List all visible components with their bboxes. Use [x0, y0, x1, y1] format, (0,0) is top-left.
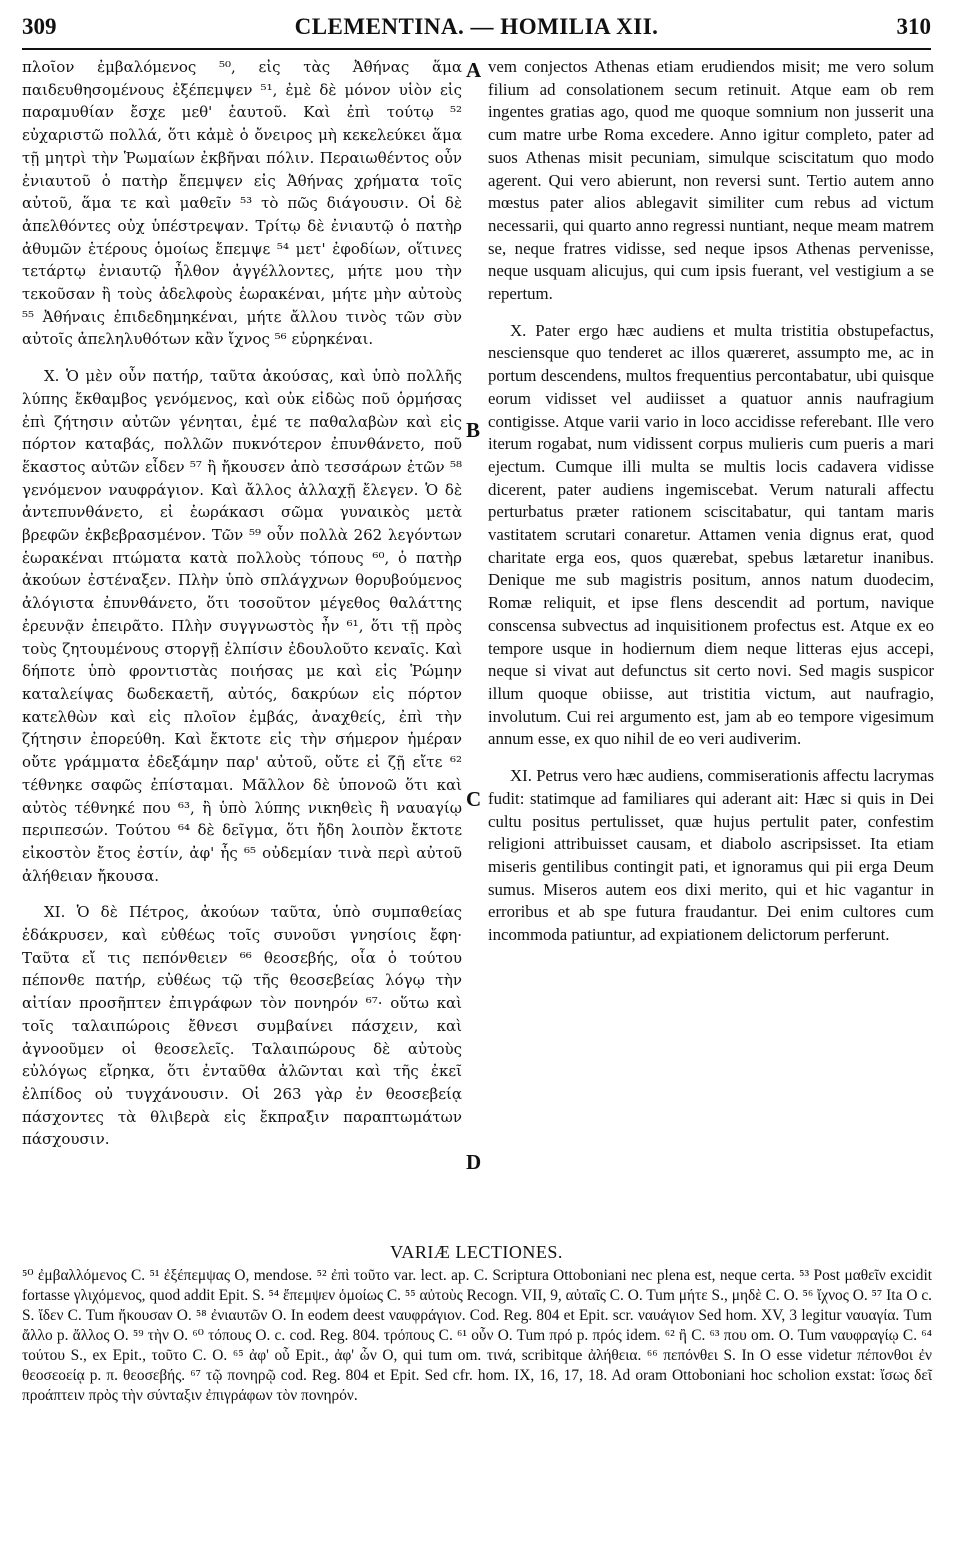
- latin-column: [488, 56, 934, 947]
- page-number-right: 310: [896, 14, 931, 39]
- variae-lectiones-heading: VARIÆ LECTIONES.: [390, 1242, 563, 1262]
- greek-paragraph-ix: πλοῖον ἐμβαλόμενος ⁵⁰, εἰς τὰς Ἀθήνας ἅμα παιδευθησομένους ἐξέπεμψεν ⁵¹, ἐμὲ δὲ μόνον υἱὸν εἰς παραμυθίαν ἔσχε μεθ' ἑαυτοῦ. Καὶ ἐπὶ τούτῳ ⁵² εὐχαριστῶ πολλά, ὅτι κἀμὲ ὁ ὄνειρος μὴ κεκελεύκει ἅμα τῇ μητρὶ τὴν Ῥωμαίων ἐκβῆναι πόλιν. Περαιωθέντος οὖν ἐνιαυτοῦ ὁ πατὴρ ἔπεμψεν εἰς Ἀθήνας χρήματα τοῖς αὐτοῦ, ἅμα τε καὶ μαθεῖν ⁵³ τὸ πῶς διάγουσιν. Οἱ δὲ ἀπελθόντες οὐχ ὑπέστρεψαν. Τρίτῳ δὲ ἐνιαυτῷ ὁ πατὴρ ἀθυμῶν ἑτέρους ὁμοίως ἔπεμψε ⁵⁴ μετ' ἐφοδίων, οἵτινες τετάρτῳ ἐνιαυτῷ ἦλθον ἀγγέλλοντες, μήτε μου τὴν τεκοῦσαν ἢ τοὺς ἀδελφοὺς ἑωρακέναι, μήτε μὴν αὐτοὺς ⁵⁵ Ἀθήναις ἐπιδεδημηκέναι, μήτε ἄλλου τινὸς τῶν σὺν αὐτοῖς ἀπεληλυθότων κἂν ἴχνος ⁵⁶ εὑρηκέναι.: [22, 58, 462, 349]
- greek-column: [22, 56, 462, 1151]
- page-number-left: 309: [22, 14, 57, 39]
- running-title: CLEMENTINA. — HOMILIA XII.: [294, 14, 659, 39]
- header-rule: [22, 48, 931, 50]
- variae-lectiones-text: ⁵⁰ ἐμβαλλόμενος C. ⁵¹ ἐξέπεμψας O, mendose. ⁵² ἐπὶ τοῦτο var. lect. ap. C. Scriptura Ottoboniani nec plena est, neque certa. ⁵³ Post μαθεῖν excidit fortasse γλιχόμενος, quod addit Epit. S. ⁵⁴ ἔπεμψεν ὁμοίως C. ⁵⁵ αὐτοὺς Recogn. VII, 9, αὐταῖς C. O. Tum μήτε S., μηδὲ C. O. ⁵⁶ ἴχνος O. ⁵⁷ Ita O c. S. ἴδεν C. Tum ἤκουσαν O. ⁵⁸ ἐνιαυτῶν O. In eodem deest ναυφράγιον. Cod. Reg. 804 et Epit. scr. ναυάγιον Sed hom. XV, 3 legitur ναυαγία. Tum ἄλλο p. ἄλλος O. ⁵⁹ τὴν O. ⁶⁰ τόπους O. c. cod. Reg. 804. τρόπους C. ⁶¹ οὖν O. Tum πρό p. πρός idem. ⁶² ἢ C. ⁶³ που om. O. Tum ναυφραγίῳ C. ⁶⁴ τούτου S., ex Epit., τοῦτο C. O. ⁶⁵ ἀφ' οὗ Epit., ἀφ' ὧν O, qui tum om. τινά, scribitque ἀλήθεια. ⁶⁶ πεπόνθει S. In O esse videtur πέπονθοι ἐν θεοσεοείᾳ p. π. θεοσεβής. ⁶⁷ τῷ πονηρῷ cod. Reg. 804 et Epit. Sed cfr. hom. IX, 16, 17, 18. Ad oram Ottoboniani hoc scholion exstat: ἴσως δεῖ προάπτειν πρὸς τὴν σύνταξιν ἐπιγράφων τὸν πονηρόν.: [22, 1267, 932, 1404]
- greek-paragraph-xi: XI. Ὁ δὲ Πέτρος, ἀκούων ταῦτα, ὑπὸ συμπαθείας ἐδάκρυσεν, καὶ εὐθέως τοῖς συνοῦσι γνησίοις ἔφη· Ταῦτα εἴ τις πεπόνθειεν ⁶⁶ θεοσεβής, οἷα ὁ τούτου πέπονθε πατήρ, εὐθέως τῷ τῆς θεοσεβείας λόγῳ τὴν αἰτίαν προσῆπτεν ἐπιγράφων τὸν πονηρόν ⁶⁷· οὕτω καὶ τοῖς ταλαιπώροις ἔθνεσι συμβαίνει πάσχειν, καὶ ἀγνοοῦμεν οἱ θεοσελεῖς. Ταλαιπώρους δὲ αὐτοὺς εὐλόγως εἴρηκα, ὅτι ἐνταῦθα ἀλῶνται καὶ τῆς ἐκεῖ ἐλπίδος οὐ τυγχάνουσιν. Οἱ 263 γὰρ ἐν θεοσεβείᾳ πάσχοντες τὰ θλιβερὰ εἰς ἔκπραξιν παραπτωμάτων πάσχουσιν.: [22, 903, 462, 1149]
- margin-letter-c: C: [466, 787, 482, 811]
- latin-paragraph-xi: XI. Petrus vero hæc audiens, commiserationis affectu lacrymas fudit: statimque ad familiares qui aderant ait: Hæc si quis in Dei cultu positus pertulisset, quæ hujus pertulit pater, confestim religioni attribuisset causam, et diabolo ascripsisset. Ita etiam miseris gentilibus contingit pati, et ignoramus qui pii erga Deum sumus. Miseros autem eos dixi merito, qui et hic vagantur in erroribus et ab spe futura fraudantur. Dei enim cultores cum incommoda patiuntur, ad expiationem delictorum perferunt.: [488, 766, 934, 945]
- latin-paragraph-ix: vem conjectos Athenas etiam erudiendos misit; me vero solum filium ad consolationem secum retinuit. Atque eam ob rem ingentes gratias ago, quod me quoque somnium non jusserit una cum matre urbe Roma excedere. Anno igitur completo, pater ad suos Athenas misit pecuniam, simulque sciscitatum quo modo agerent. Qui vero abierunt, non reversi sunt. Tertio autem anno mœstus pater alios ablegavit similiter cum rebus ad victum necessarii, qui quarto anno regressi nuntiant, neque meam matrem se, neque fratres vidisse, sed neque ipsos Athenas pervenisse, neque usquam alicujus, qui cum ipsis fuerant, vel vestigium a se repertum.: [488, 57, 934, 304]
- variae-lectiones-notes: [22, 1266, 932, 1406]
- greek-paragraph-x: X. Ὁ μὲν οὖν πατήρ, ταῦτα ἀκούσας, καὶ ὑπὸ πολλῆς λύπης ἔκθαμβος γενόμενος, καὶ οὐκ εἰδὼς ποῦ ὁρμήσας ἐπὶ ζήτησιν αὐτῶν γένηται, ἐμέ τε παθαλαβὼν καὶ εἰς πόρτον καταβάς, πολλῶν πυκνότερον ἐπυνθάνετο, ποῦ ἕκαστος αὐτῶν εἶδεν ⁵⁷ ἢ ἤκουσεν ἀπὸ τεσσάρων ἐτῶν ⁵⁸ γενόμενον ναυφράγιον. Καὶ ἄλλος ἀλλαχῇ ἔλεγεν. Ὁ δὲ ἀντεπυνθάνετο, εἰ ἑωράκασι σῶμα γυναικὸς μετὰ βρεφῶν ἐκβεβρασμένον. Τῶν ⁵⁹ οὖν πολλὰ 262 λεγόντων ἑωρακέναι πτώματα κατὰ πολλοὺς τόπους ⁶⁰, ὁ πατὴρ ἀκούων ἐστέναξεν. Πλὴν ὑπὸ σπλάγχνων θορυβούμενος ἀλόγιστα ἐπυνθάνετο, ὅτι τοσοῦτον μέγεθος θαλάττης ἐρευνᾷν ἐπειρᾶτο. Πλὴν συγγνωστὸς ἦν ⁶¹, ὅτι τῇ πρὸς τοὺς ζητουμένους στοργῇ ἐλπίσιν ἐδουλοῦτο κεναῖς. Καὶ δήποτε ὑπὸ φροντιστὰς ποιήσας με καὶ εἰς Ῥώμην καταλείψας δωδεκαετῆ, αὐτός, δακρύων εἰς πόρτον κατελθὼν καὶ εἰς πλοῖον ἐμβάς, ἀναχθείς, ἐπὶ τὴν ζήτησιν ἐπορεύθη. Καὶ ἔκτοτε εἰς τὴν σήμερον ἡμέραν οὔτε γράμματα ἐδεξάμην παρ' αὐτοῦ, οὔτε εἰ ζῇ εἴτε ⁶² τέθνηκε σαφῶς ἐπίσταμαι. Μᾶλλον δὲ ὑπονοῶ ὅτι καὶ αὐτὸς τέθνηκέ που ⁶³, ἢ ὑπὸ λύπης νικηθεὶς ἢ ναυαγίῳ περιπεσών. Τούτου ⁶⁴ δὲ δεῖγμα, ὅτι ἤδη λοιπὸν ἔκτοτε εἰκοστὸν ἔτος ἐστίν, ἀφ' ἧς ⁶⁵ οὐδεμίαν τινὰ περὶ αὐτοῦ ἀλήθειαν ἤκουσα.: [22, 367, 462, 885]
- margin-letter-b: B: [466, 418, 481, 442]
- margin-letter-d: D: [466, 1150, 482, 1174]
- margin-letter-a: A: [466, 58, 482, 82]
- latin-paragraph-x: X. Pater ergo hæc audiens et multa tristitia obstupefactus, nesciensque quo tenderet ac illos quæreret, assumpto me, ac in portum descendens, multos frequentius percontabatur, ubi quisque eorum vidisset vel audiisset a quatuor annis naufragium contigisse. Atque varii vario in loco accidisse referebant. Ille vero iterum rogabat, num vidissent corpus mulieris cum pueris a mari ejectum. Cumque illi multa se multis locis cadavera vidisse dicerent, pater audiens ingemiscebat. Verum naturali affectu perturbatus præter rationem sciscitabatur, qui tantam maris vastitatem scrutari conaretur. Attamen venia dignus erat, quod charitate erga eos, quos quærebat, spebus lætaretur inanibus. Denique me sub magistris positum, annos natum duodecim, Romæ reliquit, et ipse flens descendit ad portum, navique conscensa subvectus ad inquisitionem profectus est. Atque ex eo tempore usque in hodiernum diem neque litteras ejus accepi, neque si vivat aut defunctus sit certo novi. Sed magis suspicor illum quoque obiisse, aut tristitia victum, aut naufragio, involutum. Cui rei argumento est, jam ab eo tempore vigesimum annum esse, ex quo nihil de eo veri audiverim.: [488, 320, 934, 749]
